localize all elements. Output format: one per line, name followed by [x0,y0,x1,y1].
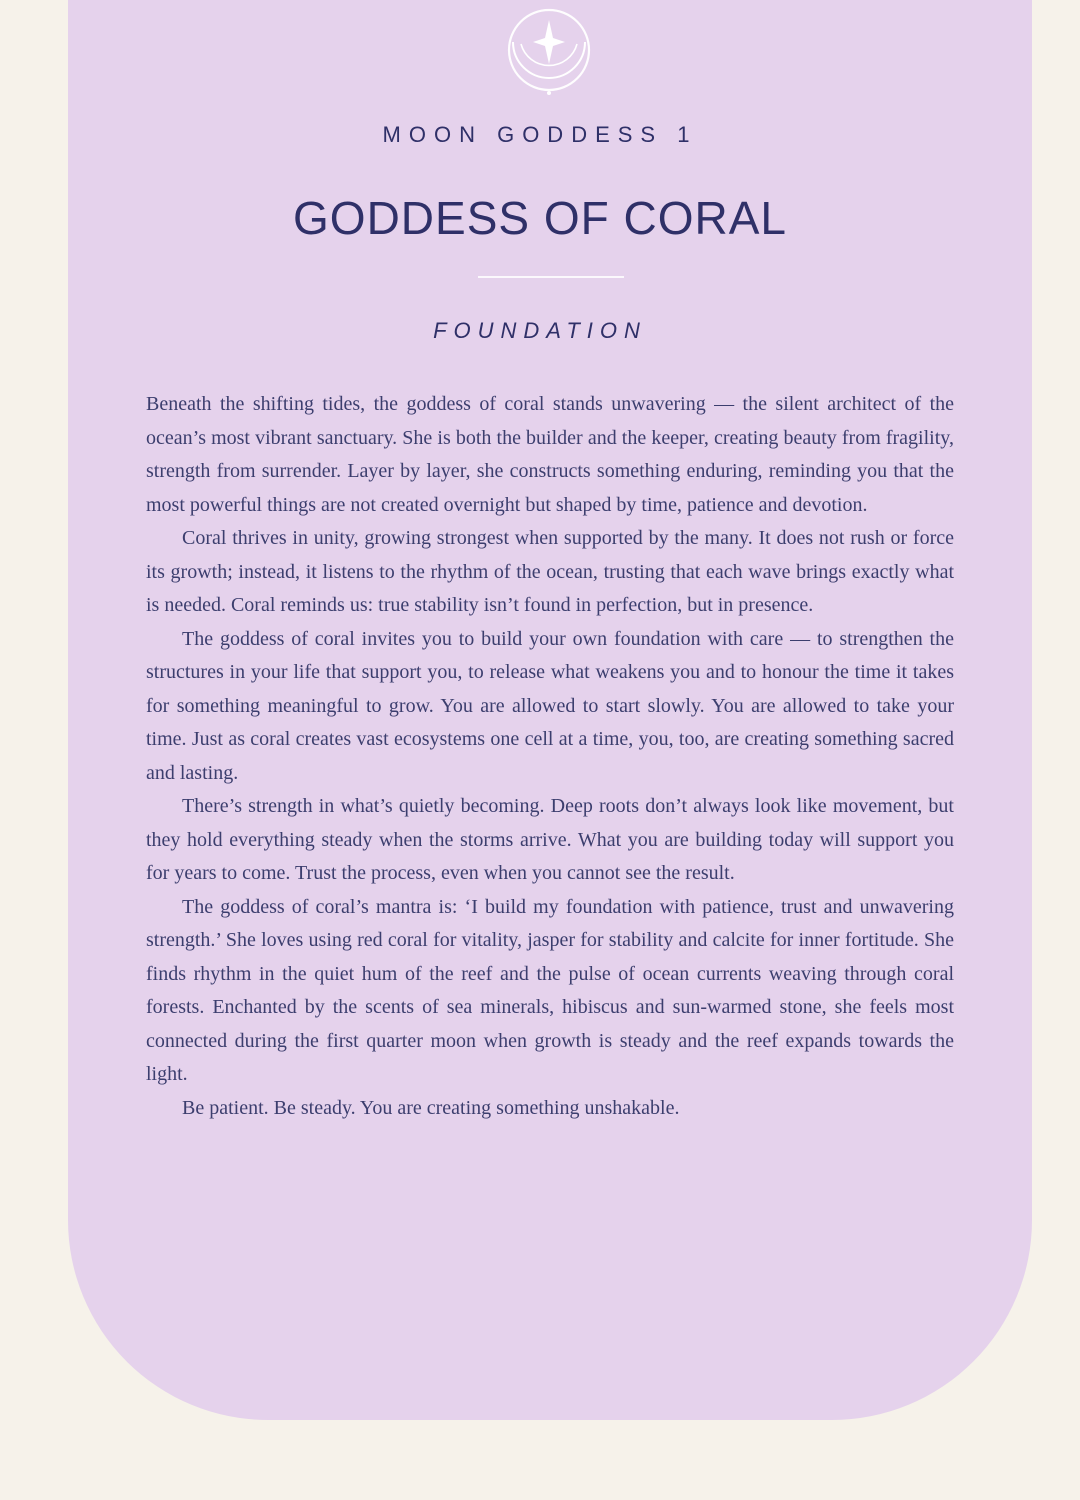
paragraph: Coral thrives in unity, growing strongest when supported by the many. It does not rush or force its growth; instead, it listens to the rhythm of the ocean, trusting that each wave brings exactly what is needed. Coral reminds us: true stability isn’t found in perfection, but in presence. [146,527,954,616]
paragraph: The goddess of coral’s mantra is: ‘I build my foundation with patience, trust and unwavering strength.’ She loves using red coral for vitality, jasper for stability and calcite for inner fortitude. She finds rhythm in the quiet hum of the reef and the pulse of ocean currents weaving through coral forests. Enchanted by the scents of sea minerals, hibiscus and sun-warmed stone, she feels most connected during the first quarter moon when growth is steady and the reef expands towards the light. [146,895,954,1085]
page-title: GODDESS OF CORAL [293,192,787,244]
paragraph: The goddess of coral invites you to build your own foundation with care — to strengthen the structures in your life that support you, to release what weakens you and to honour the time it takes for something meaningful to grow. You are allowed to start slowly. You are allowed to take your time. Just as coral creates vast ecosystems one cell at a time, you, too, are creating something sacred and lasting. [146,627,954,784]
title-divider [478,276,624,278]
paragraph: Beneath the shifting tides, the goddess of coral stands unwavering — the silent architect of the ocean’s most vibrant sanctuary. She is both the builder and the keeper, creating beauty from fragility, strength from surrender. Layer by layer, she constructs something enduring, reminding you that the most powerful things are not created overnight but shaped by time, patience and devotion. [146,393,954,516]
page-subtitle: FOUNDATION [433,318,647,343]
body-text [146,388,954,1125]
crescent-moon-star-icon [501,4,597,100]
card-kicker: MOON GODDESS 1 [382,122,698,147]
paragraph: There’s strength in what’s quietly becoming. Deep roots don’t always look like movement, but they hold everything steady when the storms arrive. What you are building today will support you for years to come. Trust the process, even when you cannot see the result. [146,795,954,884]
paragraph: Be patient. Be steady. You are creating something unshakable. [182,1096,680,1119]
